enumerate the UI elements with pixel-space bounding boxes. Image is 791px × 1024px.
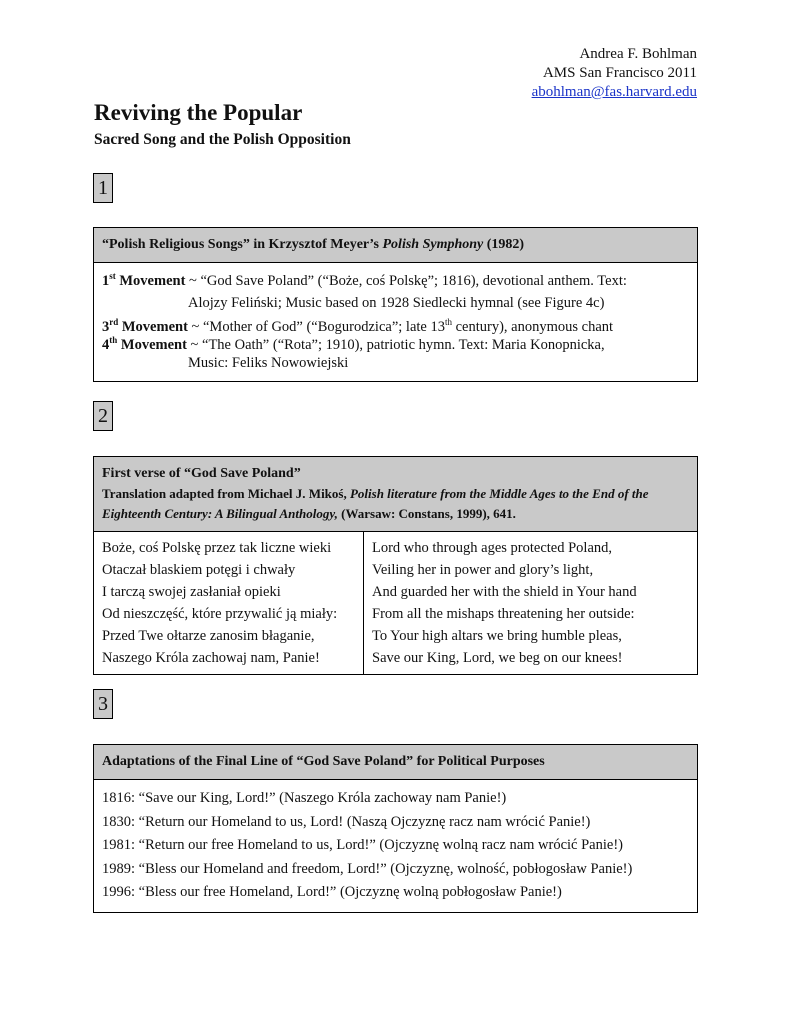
section-number-3: 3 (93, 689, 113, 719)
adaptation-line: 1981: “Return our free Homeland to us, Lord!” (Ojczyznę wolną racz nam wrócić Panie!) (102, 837, 623, 853)
section-1-heading (94, 228, 697, 263)
heading-italic: Polish Symphony (382, 237, 484, 252)
author-block (532, 45, 697, 102)
adaptation-line: 1989: “Bless our Homeland and freedom, Lord!” (Ojczyznę, wolność, pobłogosław Panie!) (102, 860, 633, 877)
movement-4-continued: Music: Feliks Nowowiejski (188, 355, 349, 371)
conference: AMS San Francisco 2011 (542, 65, 697, 81)
verse-columns (94, 532, 697, 674)
movements-list (94, 263, 697, 381)
polish-line: I tarczą swojej zasłaniał opieki (102, 584, 281, 600)
polish-verse (94, 532, 364, 674)
adaptation-line: 1816: “Save our King, Lord!” (Naszego Króla zachoway nam Panie!) (102, 790, 507, 806)
section-number-2: 2 (93, 401, 113, 431)
polish-line: Przed Twe ołtarze zanosim błaganie, (102, 628, 315, 644)
movement-1: 1st Movement ~ “God Save Poland” (“Boże, coś Polskę”; 1816), devotional anthem. Text: (102, 271, 627, 289)
english-line: Save our King, Lord, we beg on our knees! (372, 650, 623, 666)
adaptation-line: 1996: “Bless our free Homeland, Lord!” (Ojczyznę wolną pobłogosław Panie!) (102, 884, 562, 900)
polish-line: Naszego Króla zachowaj nam, Panie! (102, 650, 320, 666)
adaptation-line: 1830: “Return our Homeland to us, Lord! (Naszą Ojczyznę racz nam wrócić Panie!) (102, 813, 591, 830)
email-link[interactable]: abohlman@fas.harvard.edu (531, 84, 697, 100)
heading-year: (1982) (483, 237, 525, 252)
polish-line: Od nieszczęść, które przywalić ją miały: (102, 606, 338, 622)
section-3-box (93, 744, 698, 913)
heading-text: “Polish Religious Songs” in Krzysztof Meyer’s (102, 237, 383, 252)
english-verse (364, 532, 697, 674)
movement-4: 4th Movement ~ “The Oath” (“Rota”; 1910), patriotic hymn. Text: Maria Konopnicka, (102, 335, 605, 353)
author-name: Andrea F. Bohlman (579, 46, 697, 62)
section-2-box (93, 456, 698, 675)
section-2-heading (94, 457, 697, 532)
english-line: And guarded her with the shield in Your hand (372, 584, 637, 600)
verse-heading: First verse of “God Save Poland” (102, 466, 301, 481)
movement-1-continued: Alojzy Feliński; Music based on 1928 Siedlecki hymnal (see Figure 4c) (188, 295, 605, 311)
page-title: Reviving the Popular (94, 100, 303, 125)
english-line: To Your high altars we bring humble pleas, (372, 628, 622, 644)
section-number-1: 1 (93, 173, 113, 203)
english-line: Lord who through ages protected Poland, (372, 540, 613, 556)
polish-line: Otaczał blaskiem potęgi i chwały (102, 562, 296, 578)
section-3-heading: Adaptations of the Final Line of “God Save Poland” for Political Purposes (94, 745, 697, 780)
translation-note: Translation adapted from Michael J. Mikoś, Polish literature from the Middle Ages to the End of the Eighteenth Century: A Bilingual Anthology, (Warsaw: Constans, 1999), 641. (102, 486, 649, 521)
page-subtitle: Sacred Song and the Polish Opposition (94, 131, 351, 148)
polish-line: Boże, coś Polskę przez tak liczne wieki (102, 540, 332, 556)
adaptations-list (94, 780, 697, 912)
movement-3: 3rd Movement ~ “Mother of God” (“Bogurodzica”; late 13th century), anonymous chant (102, 317, 614, 335)
english-line: Veiling her in power and glory’s light, (372, 562, 594, 578)
english-line: From all the mishaps threatening her outside: (372, 606, 635, 622)
section-1-box (93, 227, 698, 382)
